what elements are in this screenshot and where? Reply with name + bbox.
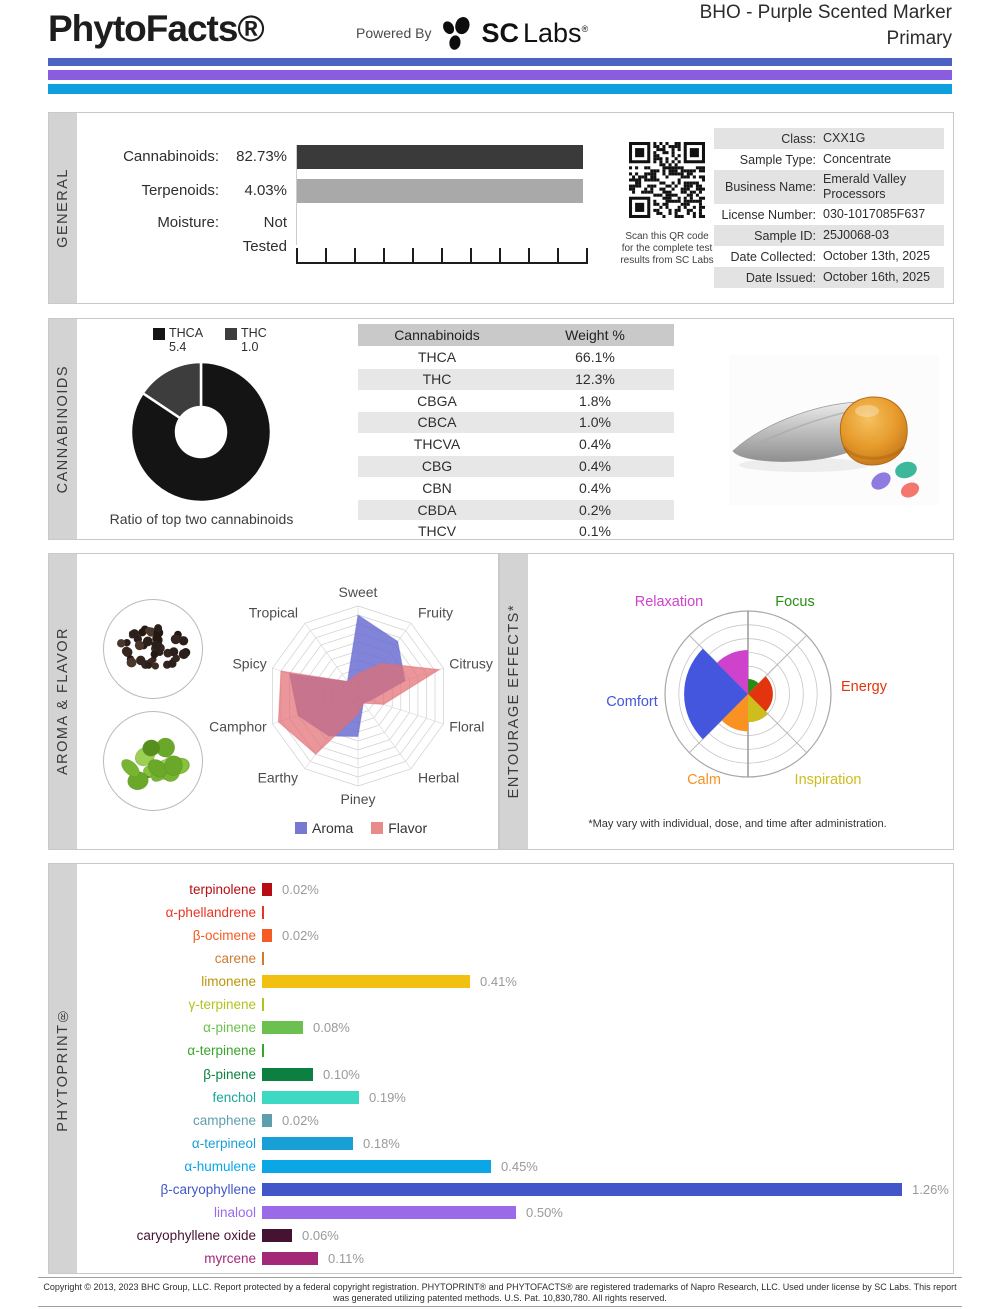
qr-code	[629, 142, 705, 218]
aroma-flavor-legend-item: Flavor	[371, 820, 427, 836]
terpene-value: 0.08%	[313, 1020, 350, 1036]
section-aroma-flavor	[48, 553, 499, 850]
cannabinoid-weight: 0.4%	[579, 479, 611, 496]
terpene-value: 0.45%	[501, 1158, 538, 1174]
info-label: License Number:	[721, 207, 816, 222]
terpene-bar	[262, 1252, 318, 1265]
terpene-bar	[262, 1091, 359, 1104]
cannabinoid-weight: 66.1%	[575, 349, 615, 365]
terpene-name: camphene	[192, 1112, 256, 1128]
general-row-bar	[296, 145, 583, 169]
info-table-row	[714, 225, 944, 246]
column-header: Cannabinoids	[394, 327, 480, 343]
terpene-name: β-pinene	[203, 1066, 256, 1082]
terpene-name: limonene	[201, 974, 256, 990]
terpene-row	[77, 1247, 947, 1270]
terpene-bar	[262, 1160, 491, 1173]
terpene-name: β-ocimene	[192, 928, 256, 944]
peppercorn-image	[103, 599, 203, 699]
entourage-footnote: *May vary with individual, dose, and time after administration.	[588, 818, 887, 830]
info-label: Class:	[781, 131, 816, 146]
terpene-value: 0.19%	[369, 1089, 406, 1105]
terpene-value: 0.02%	[282, 1112, 319, 1128]
info-value: October 16th, 2025	[823, 270, 931, 284]
info-table-row	[714, 149, 944, 170]
cannabinoid-table-row	[358, 499, 674, 521]
terpene-value: 1.26%	[912, 1181, 949, 1197]
info-value: 25J0068-03	[823, 228, 890, 242]
terpene-name: caryophyllene oxide	[136, 1228, 256, 1244]
terpene-value: 0.18%	[363, 1135, 400, 1151]
entourage-label-Inspiration: Inspiration	[794, 772, 862, 788]
cannabinoid-name: THC	[422, 370, 452, 387]
terpene-row	[77, 1224, 947, 1247]
general-row-bar	[296, 179, 583, 203]
general-scale-tick	[354, 248, 356, 263]
radar-axis-label: Piney	[340, 791, 376, 807]
sclabs-logo-icon	[440, 16, 472, 50]
general-scale-tick	[470, 248, 472, 263]
cannabinoid-name: CBN	[422, 479, 452, 496]
general-scale-tick	[325, 248, 327, 263]
qr-caption-line: for the complete test	[621, 243, 713, 254]
cannabinoid-table-row	[358, 346, 674, 368]
general-axis-line	[296, 145, 297, 245]
section-label-cannabinoids: CANNABINOIDS	[49, 319, 77, 539]
cannabinoid-name: CBDA	[417, 501, 457, 518]
terpene-bar	[262, 1229, 292, 1242]
terpene-value: 0.06%	[302, 1228, 339, 1244]
entourage-label-Calm: Calm	[687, 772, 721, 788]
terpene-name: γ-terpinene	[188, 997, 256, 1013]
column-header: Weight %	[565, 327, 625, 343]
terpene-value: 0.41%	[480, 974, 517, 990]
donut-legend-value: 5.4	[169, 340, 187, 354]
terpene-bar	[262, 1044, 264, 1057]
radar-axis-label: Camphor	[209, 718, 267, 735]
cannabinoid-table-row	[358, 368, 674, 390]
terpene-bar-chart	[49, 864, 953, 1273]
terpene-value: 0.02%	[282, 882, 319, 897]
info-table-row	[714, 170, 944, 204]
cannabinoid-table-row	[358, 433, 674, 455]
general-scale-tick	[441, 248, 443, 263]
info-label: Date Collected:	[730, 249, 816, 264]
general-scale-tick	[412, 248, 414, 263]
footer-divider-top	[38, 1277, 962, 1278]
terpene-value: 0.02%	[282, 928, 319, 944]
donut-legend-swatch	[153, 328, 165, 340]
cannabinoid-table-row	[358, 477, 674, 499]
footer-copyright-line2: was generated utilizing patented methods. U.S. Pat. 10,830,780. All rights reserved.	[333, 1292, 667, 1303]
accent-bar	[48, 70, 952, 80]
footer-copyright-line1: Copyright © 2013, 2023 BHC Group, LLC. Report protected by a federal copyright registration. PHYTOPRINT® and PHYTOFACTS® are registered trademarks of Napro Research, LLC. Used under license by SC Labs. This report	[43, 1282, 957, 1292]
entourage-effects-chart	[580, 584, 920, 824]
sample-name: BHO - Purple Scented Marker	[699, 2, 952, 23]
terpene-bar	[262, 952, 264, 965]
general-scale-tick	[296, 248, 298, 263]
terpene-name: α-pinene	[203, 1020, 256, 1036]
powered-by-block	[356, 16, 588, 50]
info-value: Emerald Valley Processors	[823, 172, 907, 201]
donut-legend-name: THCA	[169, 326, 204, 340]
terpene-name: terpinolene	[189, 882, 256, 897]
terpene-bar	[262, 975, 470, 988]
terpene-name: α-terpineol	[191, 1135, 256, 1151]
terpene-row	[77, 1063, 947, 1086]
general-row-label: Terpenoids:	[141, 182, 219, 199]
aroma-flavor-legend-item: Aroma	[295, 820, 353, 836]
terpene-bar	[262, 998, 264, 1011]
general-scale-tick	[499, 248, 501, 263]
cannabinoid-name: THCVA	[413, 436, 461, 453]
section-label-entourage: ENTOURAGE EFFECTS*	[500, 554, 528, 849]
info-value: Concentrate	[823, 152, 892, 166]
cannabinoid-ratio-donut	[111, 347, 291, 512]
terpene-bar	[262, 906, 264, 919]
entourage-label-Focus: Focus	[775, 594, 815, 610]
general-scale-tick	[528, 248, 530, 263]
general-scale-tick	[557, 248, 559, 263]
donut-legend-value: 1.0	[241, 340, 259, 354]
phytofacts-logo: PhytoFacts®	[48, 8, 264, 49]
terpene-row	[77, 878, 947, 901]
cannabinoid-table-header	[358, 324, 674, 346]
terpene-row	[77, 1016, 947, 1039]
terpene-row	[77, 970, 947, 993]
entourage-label-Energy: Energy	[841, 679, 887, 695]
entourage-label-Relaxation: Relaxation	[634, 594, 704, 610]
donut-legend-name: THC	[241, 326, 267, 340]
accent-bar	[48, 58, 952, 66]
footer-divider-bottom	[38, 1306, 962, 1307]
terpene-bar	[262, 1021, 303, 1034]
cannabinoid-table-row	[358, 520, 674, 542]
general-row-label: Moisture:	[157, 214, 219, 231]
sample-title	[700, 0, 952, 52]
terpene-row	[77, 1201, 947, 1224]
aroma-flavor-legend	[295, 820, 427, 836]
accent-bar	[48, 84, 952, 94]
terpene-name: β-caryophyllene	[160, 1181, 256, 1197]
info-value: 030-1017085F637	[823, 207, 926, 221]
info-label: Date Issued:	[745, 270, 816, 285]
info-label: Sample Type:	[739, 152, 816, 167]
cannabinoid-name: CBCA	[417, 414, 457, 431]
terpene-row	[77, 1109, 947, 1132]
radar-axis-label: Sweet	[338, 584, 378, 600]
section-cannabinoids	[48, 318, 954, 540]
terpene-value: 0.11%	[328, 1251, 364, 1267]
sample-info-table	[714, 128, 944, 288]
legend-swatch	[295, 822, 307, 834]
terpene-name: myrcene	[204, 1251, 256, 1267]
cannabinoid-name: CBG	[421, 457, 453, 474]
terpene-name: α-terpinene	[187, 1043, 256, 1059]
cannabinoid-weight: 1.8%	[579, 392, 611, 409]
terpene-row	[77, 1039, 947, 1062]
terpene-bar	[262, 883, 272, 896]
terpene-row	[77, 947, 947, 970]
powered-by-label: Powered By	[356, 25, 432, 41]
section-general	[48, 112, 954, 304]
info-label: Business Name:	[724, 180, 816, 194]
terpene-bar	[262, 1114, 272, 1127]
cannabinoid-table-row	[358, 411, 674, 433]
info-value: CXX1G	[823, 131, 866, 145]
cannabinoid-table	[358, 324, 674, 542]
terpene-name: α-phellandrene	[165, 905, 256, 921]
sample-subtitle: Primary	[886, 28, 952, 49]
terpene-bar	[262, 929, 272, 942]
terpene-name: carene	[214, 951, 256, 967]
terpene-row	[77, 993, 947, 1016]
radar-axis-label: Earthy	[257, 769, 299, 786]
cannabinoid-table-row	[358, 390, 674, 412]
general-row-value: 4.03%	[244, 182, 287, 199]
radar-axis-label: Citrusy	[449, 655, 493, 672]
legend-swatch	[371, 822, 383, 834]
terpene-row	[77, 901, 947, 924]
terpene-row	[77, 1132, 947, 1155]
terpene-row	[77, 1178, 947, 1201]
sclabs-wordmark: SC Labs®	[481, 17, 589, 48]
donut-legend-swatch	[225, 328, 237, 340]
terpene-row	[77, 1155, 947, 1178]
radar-axis-label: Spicy	[232, 655, 267, 672]
sample-photo	[729, 355, 939, 505]
general-row-value: Not Tested	[242, 214, 287, 255]
terpene-value: 0.50%	[526, 1204, 563, 1220]
section-phytoprint	[48, 863, 954, 1274]
section-entourage	[499, 553, 954, 850]
cannabinoid-weight: 0.4%	[579, 457, 611, 474]
info-table-row	[714, 128, 944, 149]
cannabinoid-weight: 0.2%	[579, 501, 611, 518]
terpene-name: α-humulene	[184, 1158, 256, 1174]
general-scale-tick	[586, 248, 588, 263]
qr-caption-line: results from SC Labs	[620, 255, 714, 266]
radar-axis-label: Tropical	[248, 604, 299, 621]
info-label: Sample ID:	[754, 228, 816, 243]
terpene-bar	[262, 1206, 516, 1219]
info-table-row	[714, 267, 944, 288]
section-label-phytoprint: PHYTOPRINT®	[49, 864, 77, 1273]
terpene-name: fenchol	[212, 1089, 256, 1105]
terpene-row	[77, 1086, 947, 1109]
general-row-label: Cannabinoids:	[123, 148, 219, 165]
cannabinoid-weight: 12.3%	[575, 370, 615, 387]
cannabinoid-table-row	[358, 455, 674, 477]
cannabinoid-name: CBGA	[417, 392, 457, 409]
cannabinoid-weight: 1.0%	[579, 414, 611, 431]
info-value: October 13th, 2025	[823, 249, 931, 263]
general-scale-tick	[383, 248, 385, 263]
terpene-value: 0.10%	[323, 1066, 360, 1082]
terpene-bar	[262, 1137, 353, 1150]
terpene-bar	[262, 1068, 313, 1081]
info-table-row	[714, 204, 944, 225]
terpene-name: linalool	[213, 1204, 256, 1220]
aroma-flavor-radar	[209, 562, 519, 824]
general-row-value: 82.73%	[236, 148, 287, 165]
cannabinoid-weight: 0.4%	[579, 436, 611, 453]
cannabinoid-name: THCV	[417, 523, 457, 540]
terpene-bar	[262, 1183, 902, 1196]
donut-caption: Ratio of top two cannabinoids	[109, 511, 294, 527]
radar-axis-label: Herbal	[417, 769, 460, 786]
cannabinoid-name: THCA	[417, 349, 457, 365]
section-label-aroma-flavor: AROMA & FLAVOR	[49, 554, 77, 849]
hops-image	[103, 711, 203, 811]
radar-axis-label: Fruity	[417, 604, 453, 621]
qr-caption-line: Scan this QR code	[625, 231, 709, 242]
radar-axis-label: Floral	[449, 718, 485, 735]
entourage-label-Comfort: Comfort	[606, 694, 658, 710]
terpene-row	[77, 924, 947, 947]
cannabinoid-weight: 0.1%	[579, 523, 611, 540]
info-table-row	[714, 246, 944, 267]
section-label-general: GENERAL	[49, 113, 77, 303]
